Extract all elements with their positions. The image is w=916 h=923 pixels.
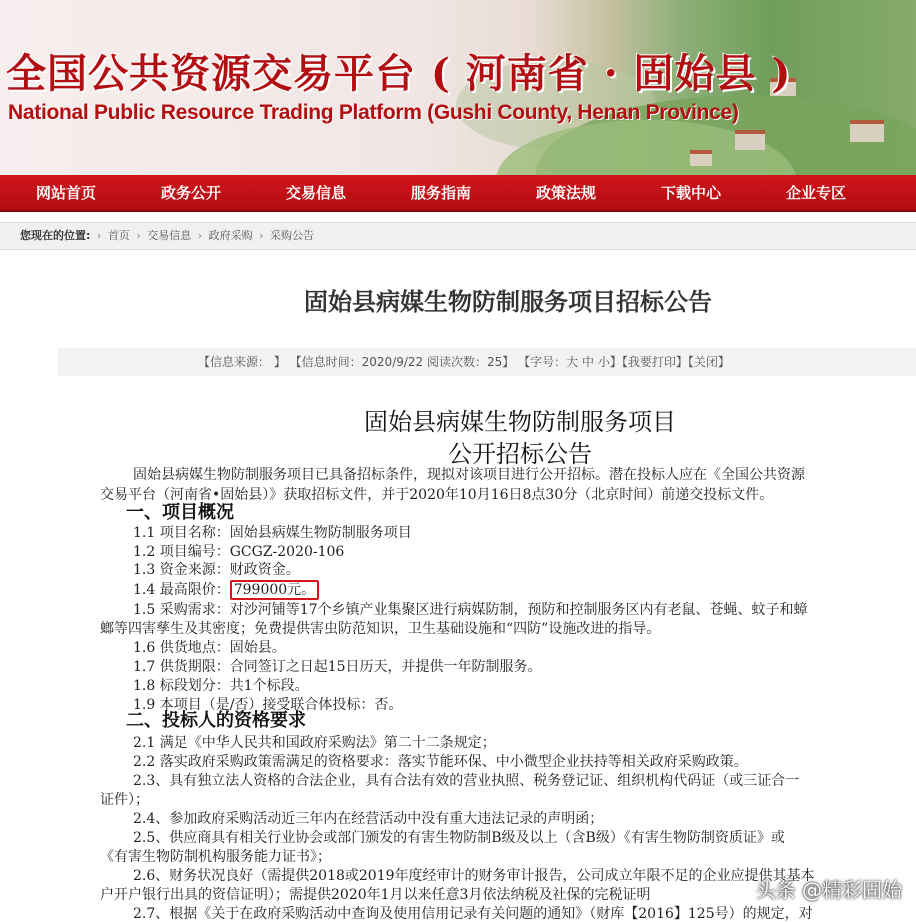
breadcrumb-separator: › [259, 229, 264, 242]
watermark-text: 头条 @精彩固始 [755, 878, 902, 902]
font-size-large-button[interactable]: 大 [566, 355, 579, 369]
header-banner [0, 0, 916, 175]
intro-text: 交易平台（河南省•固始县）》获取招标文件，并于2020年10月16日8点30分（北京时间）前递交投标文件。 [100, 487, 774, 503]
font-size-small-button[interactable]: 小 [597, 355, 610, 369]
qualification-item: 2.2 落实政府采购政策需满足的资格要求：落实节能环保、中小微型企业扶持等相关政府采购政策。 [133, 754, 748, 770]
qualification-item: 2.4、参加政府采购活动近三年内在经营活动中没有重大违法记录的声明函； [133, 811, 604, 827]
page-title: 固始县病媒生物防制服务项目招标公告 [304, 288, 712, 316]
nav-item-home[interactable]: 网站首页 [36, 184, 97, 202]
article-info-bar [58, 348, 916, 376]
consortium-bid: 1.9 本项目（是/否）接受联合体投标：否。 [133, 697, 403, 713]
nav-item-enterprise[interactable]: 企业专区 [786, 184, 847, 202]
project-name: 1.1 项目名称：固始县病媒生物防制服务项目 [133, 525, 412, 541]
banner-house-image [735, 130, 765, 150]
lot-division: 1.8 标段划分：共1个标段。 [133, 678, 309, 694]
banner-house-image [690, 150, 712, 166]
fund-source: 1.3 资金来源：财政资金。 [133, 562, 300, 578]
breadcrumb-separator: › [96, 229, 102, 242]
section-heading: 一、项目概况 [126, 502, 234, 523]
nav-item-trading-info[interactable]: 交易信息 [286, 184, 347, 202]
max-price-label: 1.4 最高限价： [133, 582, 230, 598]
qualification-item: 2.3、具有独立法人资格的合法企业，具有合法有效的营业执照、税务登记证、组织机构代码证（或三证合一 [133, 773, 800, 789]
delivery-period: 1.7 供货期限：合同签订之日起15日历天，并提供一年防制服务。 [133, 659, 542, 675]
qualification-item: 2.6、财务状况良好（需提供2018或2019年度经审计的财务审计报告，公司成立年限不足的企业应提供其基本 [133, 868, 815, 884]
procurement-demand: 1.5 采购需求：对沙河铺等17个乡镇产业集聚区进行病媒防制，预防和控制服务区内有老鼠、苍蝇、蚊子和蟑 [133, 602, 808, 618]
intro-text: 固始县病媒生物防制服务项目已具备招标条件，现拟对该项目进行公开招标。潜在投标人应在《全国公共资源 [133, 467, 805, 483]
nav-item-policies[interactable]: 政策法规 [536, 184, 597, 202]
info-source: 【信息来源： 】 [198, 355, 286, 369]
project-number: 1.2 项目编号：GCGZ-2020-106 [133, 544, 345, 560]
qualification-item: 2.7、根据《关于在政府采购活动中查询及使用信用记录有关问题的通知》（财库【2016】125号）的规定，对 [133, 906, 813, 922]
nav-item-gov-affairs[interactable]: 政务公开 [161, 184, 222, 202]
breadcrumb-separator: › [197, 229, 203, 242]
qualification-item: 2.1 满足《中华人民共和国政府采购法》第二十二条规定； [133, 735, 496, 751]
max-price-row [133, 581, 319, 599]
font-size-medium-button[interactable]: 中 [581, 355, 594, 369]
breadcrumb-label: 您现在的位置: [20, 229, 91, 242]
breadcrumb-link-gov-procurement[interactable]: 政府采购 [208, 229, 253, 242]
section-heading: 二、投标人的资格要求 [126, 710, 306, 731]
print-button[interactable]: 【我要打印】 [621, 355, 688, 369]
delivery-location: 1.6 供货地点：固始县。 [133, 640, 286, 656]
doc-title-line1: 固始县病媒生物防制服务项目 [364, 408, 676, 436]
font-size-label: 【字号： [518, 355, 567, 369]
qualification-item: 《有害生物防制机构服务能力证书》； [100, 849, 331, 865]
breadcrumb-separator: › [136, 229, 141, 242]
font-size-label-end: 】 [609, 355, 622, 369]
breadcrumb-link-trading-info[interactable]: 交易信息 [147, 229, 192, 242]
qualification-item: 证件）； [100, 792, 149, 808]
qualification-item: 户开户银行出具的资信证明）；需提供2020年1月以来任意3月依法纳税及社保的完税证明 [100, 887, 651, 903]
doc-title-line2: 公开招标公告 [448, 440, 592, 468]
main-nav [0, 175, 916, 212]
procurement-demand: 螂等四害孳生及其密度；免费提供害虫防范知识，卫生基础设施和“四防”设施改进的指导。 [100, 621, 661, 637]
close-button[interactable]: 【关闭】 [687, 355, 730, 369]
banner-house-image [850, 120, 884, 142]
info-time: 【信息时间：2020/9/22 阅读次数：25】 [289, 355, 515, 369]
site-subtitle: National Public Resource Trading Platform (Gushi County, Henan Province) [8, 101, 739, 124]
breadcrumb-link-procurement-notice[interactable]: 采购公告 [270, 229, 315, 242]
qualification-item: 2.5、供应商具有相关行业协会或部门颁发的有害生物防制B级及以上（含B级）《有害生物防制资质证》或 [133, 830, 785, 846]
nav-item-downloads[interactable]: 下载中心 [661, 184, 722, 202]
nav-item-service-guide[interactable]: 服务指南 [411, 184, 472, 202]
site-title: 全国公共资源交易平台 ( 河南省 · 固始县 ) [6, 50, 792, 97]
breadcrumb [0, 222, 916, 250]
breadcrumb-link-home[interactable]: 首页 [107, 229, 130, 242]
max-price-value: 799000元。 [230, 580, 319, 600]
